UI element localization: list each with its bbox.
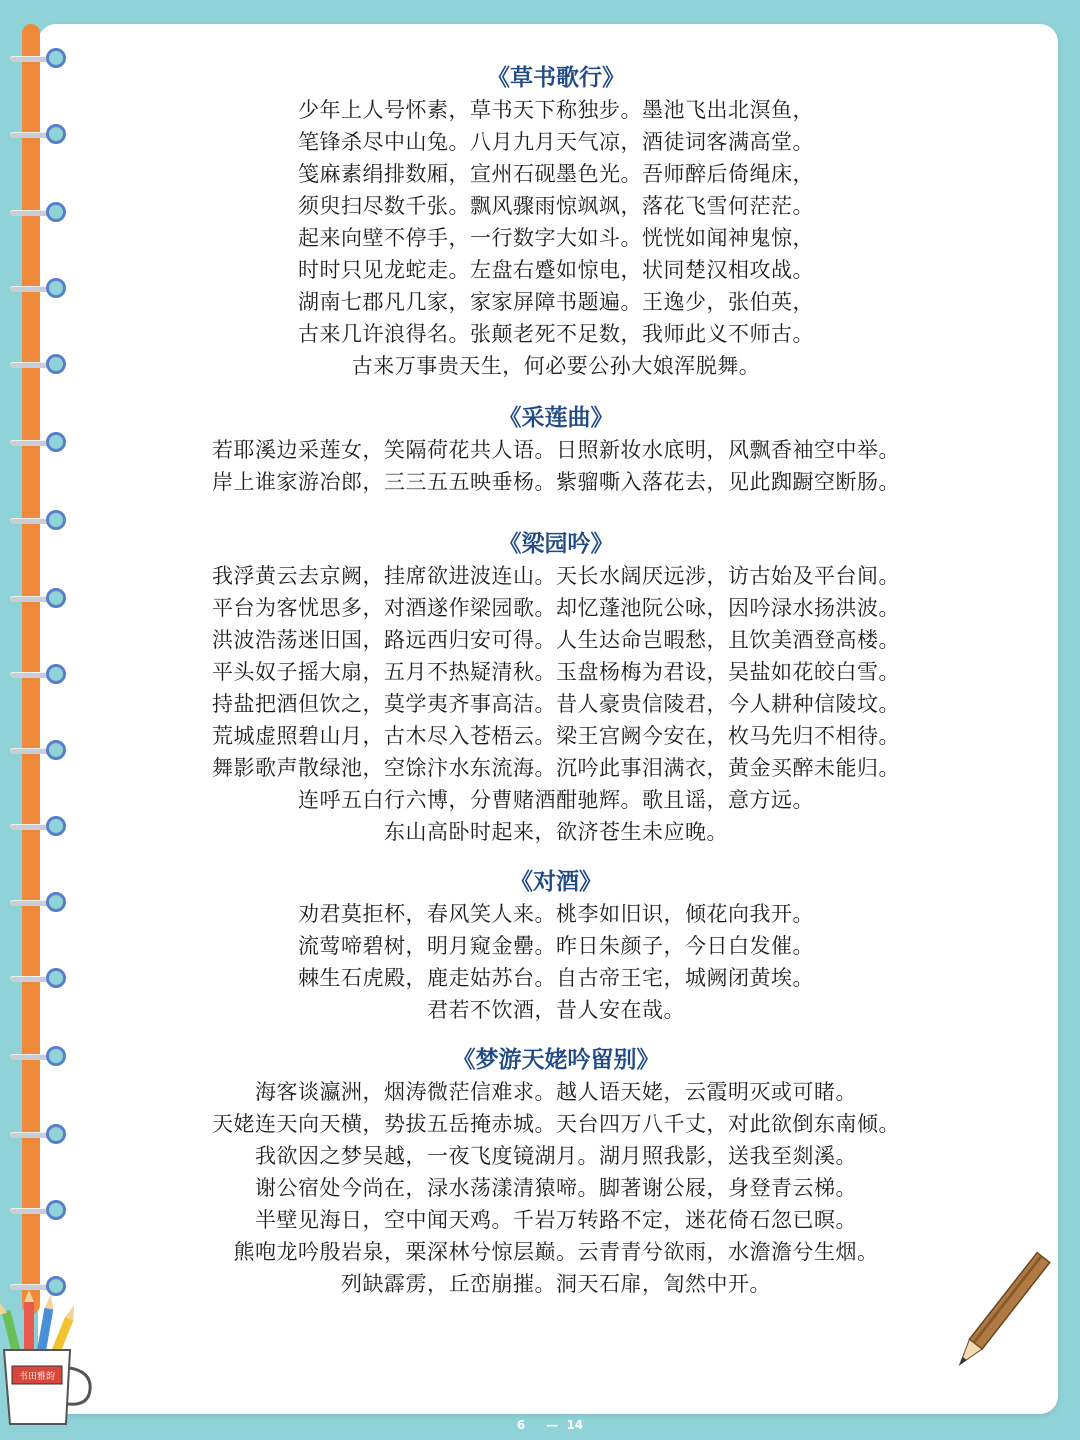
- poem-line: 平台为客忧思多，对酒遂作梁园歌。却忆蓬池阮公咏，因吟渌水扬洪波。: [212, 596, 900, 620]
- poem-line: 天姥连天向天横，势拔五岳掩赤城。天台四万八千丈，对此欲倒东南倾。: [212, 1112, 900, 1136]
- page-indicator: [480, 1418, 620, 1432]
- binder-ring-icon: [10, 588, 66, 612]
- binder-ring-icon: [10, 354, 66, 378]
- binder-ring-icon: [10, 664, 66, 688]
- poem-line: 少年上人号怀素，草书天下称独步。墨池飞出北溟鱼，: [298, 98, 814, 122]
- poem-line: 须臾扫尽数千张。飘风骤雨惊飒飒，落花飞雪何茫茫。: [298, 194, 814, 218]
- poem-line: 我欲因之梦吴越，一夜飞度镜湖月。湖月照我影，送我至剡溪。: [255, 1144, 857, 1168]
- binder-ring-icon: [10, 1046, 66, 1070]
- page-total: 14: [566, 1418, 584, 1432]
- poem-line: 东山高卧时起来，欲济苍生未应晚。: [384, 820, 728, 844]
- poem-line: 若耶溪边采莲女，笑隔荷花共人语。日照新妆水底明，风飘香袖空中举。: [212, 438, 900, 462]
- poem-content: [140, 62, 972, 1300]
- binder-ring-icon: [10, 1200, 66, 1224]
- binder-ring-icon: [10, 510, 66, 534]
- poem-line: 起来向壁不停手，一行数字大如斗。恍恍如闻神鬼惊，: [298, 226, 814, 250]
- binder-ring-icon: [10, 816, 66, 840]
- poem-line: 我浮黄云去京阙，挂席欲进波连山。天长水阔厌远涉，访古始及平台间。: [212, 564, 900, 588]
- poem-line: 古来几许浪得名。张颠老死不足数，我师此义不师古。: [298, 322, 814, 346]
- poem-line: 岸上谁家游冶郎，三三五五映垂杨。紫骝嘶入落花去，见此踟蹰空断肠。: [212, 470, 900, 494]
- poem-title: 《梁园吟》: [498, 531, 614, 557]
- poem-line: 笔锋杀尽中山兔。八月九月天气凉，酒徒词客满高堂。: [298, 130, 814, 154]
- poem-line: 湖南七郡凡几家，家家屏障书题遍。王逸少，张伯英，: [298, 290, 814, 314]
- poem-line: 棘生石虎殿，鹿走姑苏台。自古帝王宅，城阙闭黄埃。: [298, 966, 814, 990]
- binder-ring-icon: [10, 968, 66, 992]
- poem-line: 持盐把酒但饮之，莫学夷齐事高洁。昔人豪贵信陵君，今人耕种信陵坟。: [212, 692, 900, 716]
- poem-section: [140, 402, 972, 498]
- binder-ring-icon: [10, 48, 66, 72]
- poem-line: 古来万事贵天生，何必要公孙大娘浑脱舞。: [351, 354, 761, 378]
- cup-label: 书田雅韵: [18, 1372, 56, 1382]
- page-separator: —: [546, 1418, 559, 1432]
- binder-ring-icon: [10, 432, 66, 456]
- pencil-cup-icon: [0, 1290, 100, 1430]
- binder-ring-icon: [10, 278, 66, 302]
- poem-line: 君若不饮酒，昔人安在哉。: [427, 998, 685, 1022]
- poem-line: 连呼五白行六博，分曹赌酒酣驰辉。歌且谣，意方远。: [298, 788, 814, 812]
- binder-ring-icon: [10, 124, 66, 148]
- poem-title: 《采莲曲》: [498, 405, 614, 431]
- binder-ring-icon: [10, 740, 66, 764]
- poem-line: 熊咆龙吟殷岩泉，栗深林兮惊层巅。云青青兮欲雨，水澹澹兮生烟。: [233, 1240, 879, 1264]
- poem-section: [140, 62, 972, 382]
- page-number: 6: [516, 1418, 526, 1432]
- poem-section: [140, 866, 972, 1026]
- poem-line: 舞影歌声散绿池，空馀汴水东流海。沉吟此事泪满衣，黄金买醉未能归。: [212, 756, 900, 780]
- poem-line: 谢公宿处今尚在，渌水荡漾清猿啼。脚著谢公屐，身登青云梯。: [255, 1176, 857, 1200]
- poem-line: 笺麻素绢排数厢，宣州石砚墨色光。吾师醉后倚绳床，: [298, 162, 814, 186]
- poem-title: 《梦游天姥吟留别》: [452, 1047, 660, 1073]
- poem-line: 荒城虚照碧山月，古木尽入苍梧云。梁王宫阙今安在，枚马先归不相待。: [212, 724, 900, 748]
- poem-line: 劝君莫拒杯，春风笑人来。桃李如旧识，倾花向我开。: [298, 902, 814, 926]
- poem-title: 《对酒》: [510, 869, 602, 895]
- poem-title: 《草书歌行》: [487, 65, 625, 91]
- poem-line: 流莺啼碧树，明月窥金罍。昨日朱颜子，今日白发催。: [298, 934, 814, 958]
- pencil-icon: [930, 1230, 1080, 1390]
- poem-line: 半壁见海日，空中闻天鸡。千岩万转路不定，迷花倚石忽已暝。: [255, 1208, 857, 1232]
- poem-section: [140, 528, 972, 848]
- binder-ring-icon: [10, 892, 66, 916]
- binder-ring-icon: [10, 1124, 66, 1148]
- poem-line: 海客谈瀛洲，烟涛微茫信难求。越人语天姥，云霞明灭或可睹。: [255, 1080, 857, 1104]
- poem-line: 平头奴子摇大扇，五月不热疑清秋。玉盘杨梅为君设，吴盐如花皎白雪。: [212, 660, 900, 684]
- poem-line: 列缺霹雳，丘峦崩摧。洞天石扉，訇然中开。: [341, 1272, 771, 1296]
- binder-ring-icon: [10, 202, 66, 226]
- poem-line: 时时只见龙蛇走。左盘右蹙如惊电，状同楚汉相攻战。: [298, 258, 814, 282]
- poem-line: 洪波浩荡迷旧国，路远西归安可得。人生达命岂暇愁，且饮美酒登高楼。: [212, 628, 900, 652]
- poem-section: [140, 1044, 972, 1300]
